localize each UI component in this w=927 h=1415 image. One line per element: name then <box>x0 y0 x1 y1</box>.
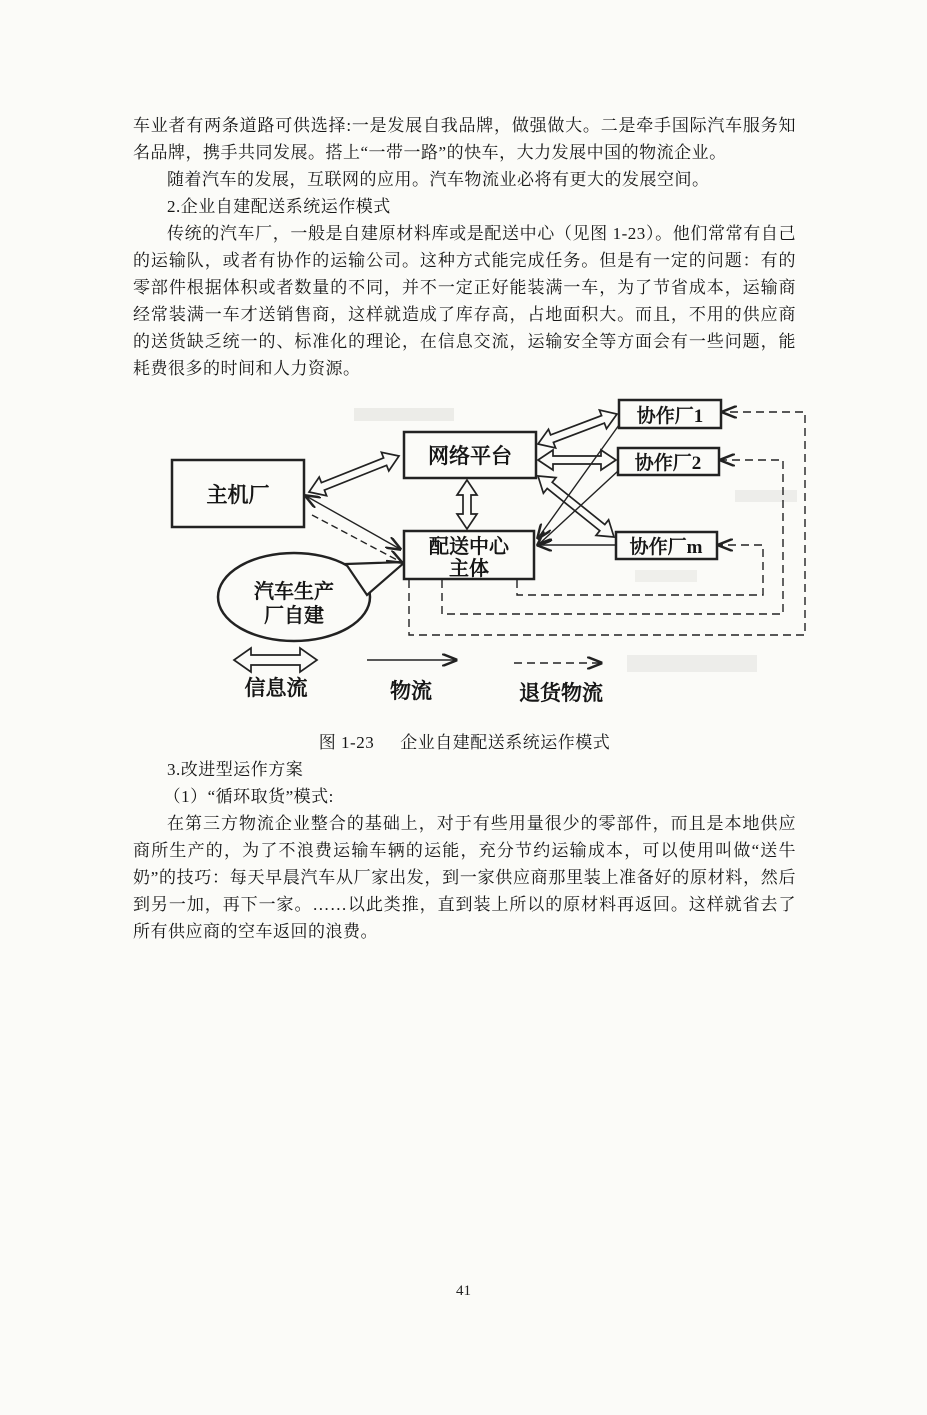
node-partner-m-label: 协作厂m <box>629 537 703 558</box>
legend-logistics-label: 物流 <box>390 679 432 703</box>
legend-return-logistics-label: 退货物流 <box>519 681 603 705</box>
section-heading: 2.企业自建配送系统运作模式 <box>167 197 391 216</box>
info-flow-arrow-platform-partner2 <box>538 450 616 470</box>
figure-caption <box>133 729 796 756</box>
node-partner-2-label: 协作厂2 <box>634 453 702 474</box>
bleedthrough-artifact <box>735 490 797 502</box>
body-paragraph: 在第三方物流企业整合的基础上，对于有些用量很少的零部件，而且是本地供应商所生产的，为了不浪费运输车辆的运能，充分节约运输成本，可以使用叫做“送牛奶”的技巧：每天早晨汽车从厂家出发，到一家供应商那里装上准备好的原材料，然后到另一加，再下一家。……以此类推，直到装上所以的原材料再返回。这样就省去了所有供应商的空车返回的浪费。 <box>133 814 796 941</box>
page-body <box>133 112 796 945</box>
legend-info-flow-label: 信息流 <box>244 676 308 700</box>
legend-info-flow-arrow <box>234 648 317 672</box>
bubble-label-line2: 厂自建 <box>264 605 324 627</box>
page-number: 41 <box>456 1283 471 1299</box>
node-distribution-center-label2: 主体 <box>449 558 489 580</box>
logistics-arrow-mainfactory-dc <box>306 496 400 549</box>
bleedthrough-artifact <box>635 570 697 582</box>
figure-caption-label: 图 1-23 <box>318 733 375 752</box>
body-paragraph: 传统的汽车厂，一般是自建原材料库或是配送中心（见图 1-23）。他们常常有自己的运输队，或者有协作的运输公司。这种方式能完成任务。但是有一定的问题：有的零部件根据体积或者数量的不同，并不一定正好能装满一车，为了节省成本，运输商经常装满一车才送销售商，这样就造成了库存高，占地面积大。而且，不用的供应商的送货缺乏统一的、标准化的理论，在信息交流，运输安全等方面会有一些问题，能耗费很多的时间和人力资源。 <box>133 224 796 378</box>
node-partner-1-label: 协作厂1 <box>636 406 704 427</box>
return-logistics-arrow-mainfactory-dc <box>312 515 401 562</box>
bubble-label-line1: 汽车生产 <box>254 581 334 603</box>
sub-heading: （1）“循环取货”模式: <box>163 787 334 806</box>
node-distribution-center-label1: 配送中心 <box>429 536 509 558</box>
info-flow-arrow-platform-partner1 <box>538 410 617 448</box>
section-heading: 3.改进型运作方案 <box>167 760 304 779</box>
body-paragraph: 随着汽车的发展，互联网的应用。汽车物流业必将有更大的发展空间。 <box>167 170 710 189</box>
node-main-factory-label: 主机厂 <box>206 483 270 507</box>
body-paragraph: 车业者有两条道路可供选择:一是发展自我品牌，做强做大。二是牵手国际汽车服务知名品牌，携手共同发展。搭上“一带一路”的快车，大力发展中国的物流企业。 <box>133 116 796 162</box>
bleedthrough-artifact <box>627 655 757 672</box>
info-flow-arrow-platform-dc <box>457 480 477 529</box>
figure-caption-title: 企业自建配送系统运作模式 <box>400 733 611 752</box>
node-network-platform-label: 网络平台 <box>428 444 512 468</box>
bleedthrough-artifact <box>354 408 454 421</box>
self-built-distribution-diagram <box>149 392 829 727</box>
figure-1-23 <box>133 392 796 727</box>
info-flow-arrow-mainfactory-platform <box>309 452 399 495</box>
